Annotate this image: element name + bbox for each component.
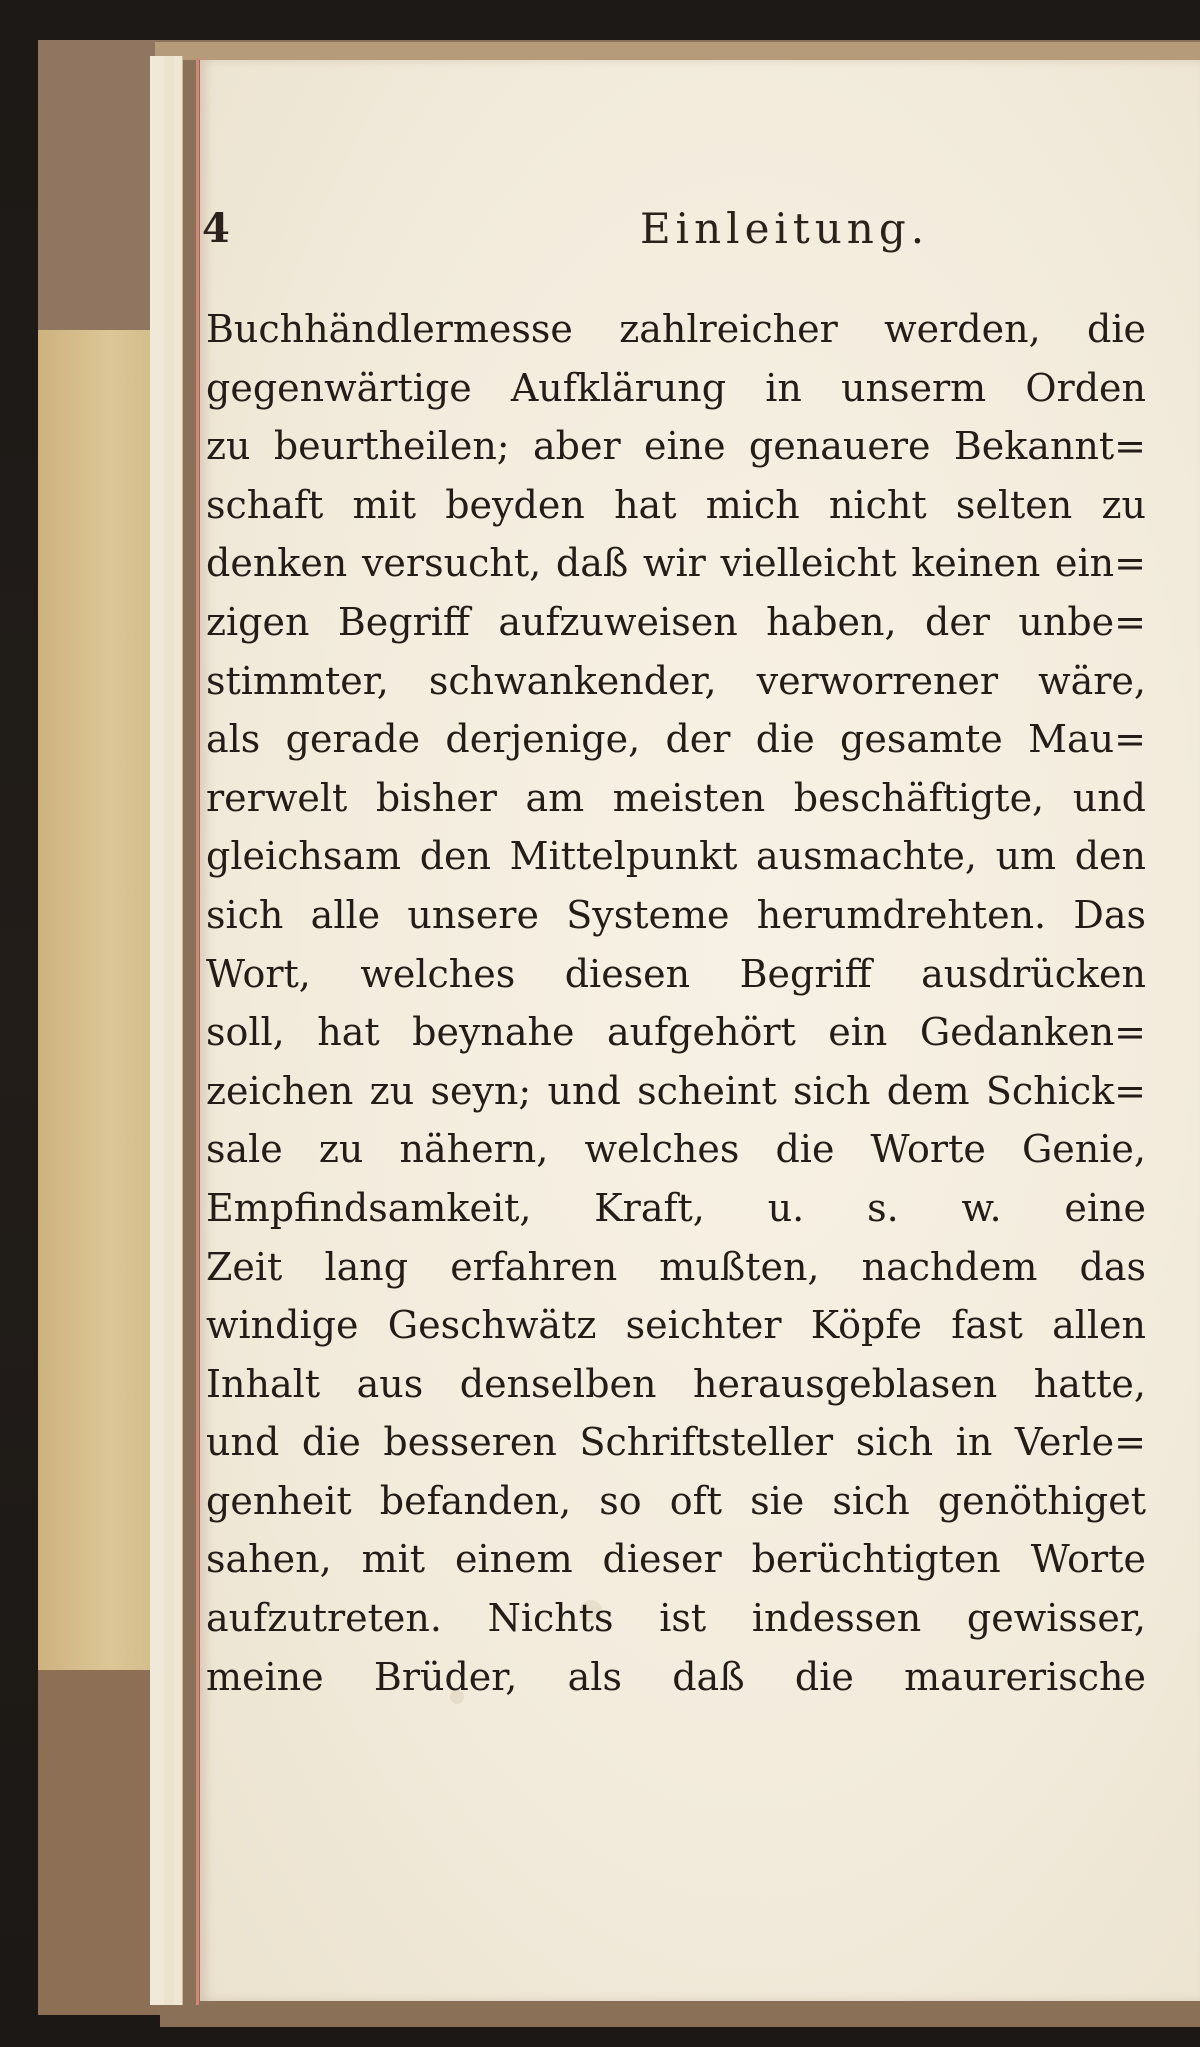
running-title: Einleitung. (640, 204, 930, 253)
bottom-cover-edge (160, 1999, 1200, 2027)
text-line: und die besseren Schriftsteller sich in Verle= (206, 1420, 1146, 1465)
red-page-edge (196, 58, 199, 2005)
cover-spine-upper (38, 40, 158, 330)
text-line: gleichsam den Mittelpunkt ausmachte, um den (206, 834, 1146, 879)
text-line: zeichen zu seyn; und scheint sich dem Schick= (206, 1068, 1146, 1113)
text-line: stimmter, schwankender, verworrener wäre, (206, 658, 1146, 703)
text-line: Zeit lang erfahren mußten, nachdem das (206, 1244, 1146, 1289)
text-line: sale zu nähern, welches die Worte Genie, (206, 1127, 1146, 1172)
text-line: Empfindsamkeit, Kraft, u. s. w. eine (206, 1185, 1146, 1230)
text-line: denken versucht, daß wir vielleicht keinen ein= (206, 541, 1146, 586)
text-line: windige Geschwätz seichter Köpfe fast allen (206, 1303, 1146, 1348)
text-line: zu beurtheilen; aber eine genauere Bekannt= (206, 424, 1146, 469)
text-line: als gerade derjenige, der die gesamte Mau= (206, 717, 1146, 762)
text-line: Wort, welches diesen Begriff ausdrücken (206, 951, 1146, 996)
text-line: soll, hat beynahe aufgehört ein Gedanken= (206, 1010, 1146, 1055)
text-line: schaft mit beyden hat mich nicht selten zu (206, 482, 1146, 527)
text-line: meine Brüder, als daß die maurerische (206, 1654, 1146, 1699)
text-line: Buchhändlermesse zahlreicher werden, die (206, 307, 1146, 351)
page-stack-edge (150, 56, 165, 2005)
text-line: Inhalt aus denselben herausgeblasen hatte, (206, 1361, 1146, 1406)
text-line: sahen, mit einem dieser berüchtigten Worte (206, 1537, 1146, 1582)
text-line: gegenwärtige Aufklärung in unserm Orden (206, 365, 1146, 410)
cover-spine-lower (38, 1670, 158, 2015)
text-line: zigen Begriff aufzuweisen haben, der unbe= (206, 599, 1146, 644)
top-page-edge (155, 42, 1200, 60)
text-line: sich alle unsere Systeme herumdrehten. Das (206, 892, 1146, 937)
page-number: 4 (202, 205, 230, 252)
text-line: rerwelt bisher am meisten beschäftigte, und (206, 775, 1146, 820)
text-line: genheit befanden, so oft sie sich genöthiget (206, 1478, 1146, 1523)
text-line: aufzutreten. Nichts ist indessen gewisser, (206, 1596, 1146, 1641)
cover-spine-label (38, 330, 158, 1670)
page-stack-edge (174, 56, 183, 2005)
page-body-text (206, 300, 1146, 1706)
